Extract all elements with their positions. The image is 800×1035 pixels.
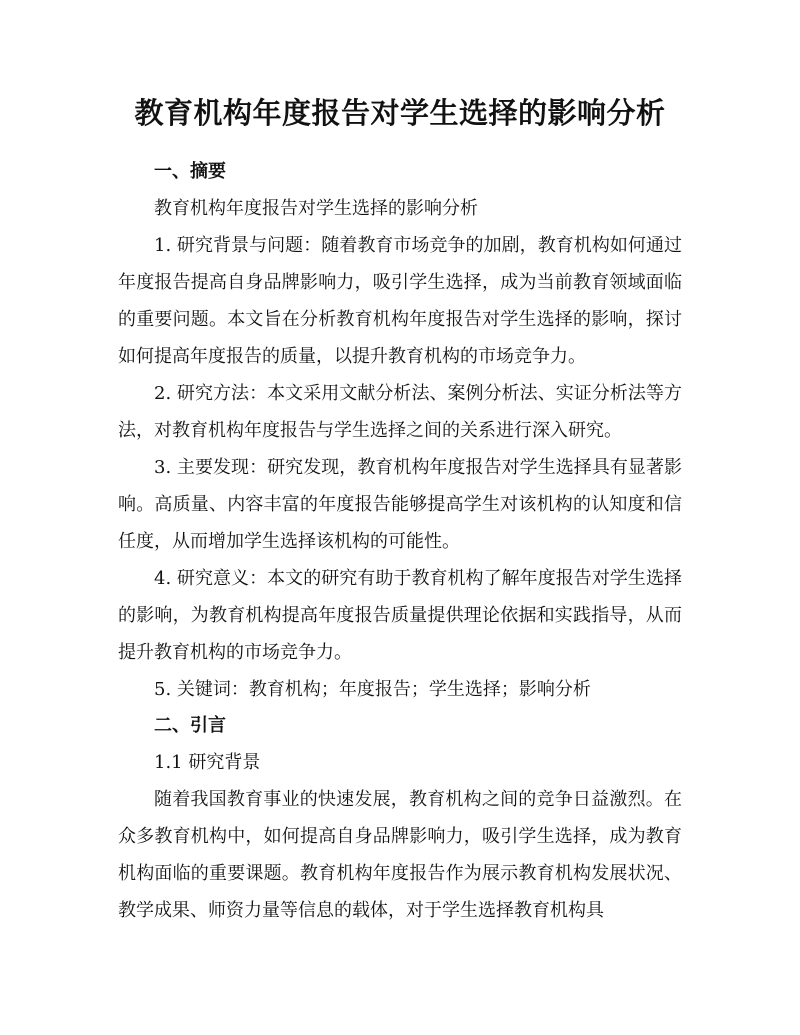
section-heading-introduction: 二、引言: [154, 715, 226, 736]
introduction-paragraph: 随着我国教育事业的快速发展，教育机构之间的竞争日益激烈。在众多教育机构中，如何提高自身品牌影响力，吸引学生选择，成为教育机构面临的重要课题。教育机构年度报告作为展示教育机构发展状况、教学成果、师资力量等信息的载体，对于学生选择教育机构具: [118, 789, 682, 921]
abstract-item-2: 2. 研究方法：本文采用文献分析法、案例分析法、实证分析法等方法，对教育机构年度报告与学生选择之间的关系进行深入研究。: [118, 383, 682, 441]
section-heading-abstract: 一、摘要: [154, 161, 226, 182]
document-title: 教育机构年度报告对学生选择的影响分析: [134, 96, 666, 130]
abstract-item-5: 5. 关键词：教育机构；年度报告；学生选择；影响分析: [154, 679, 591, 700]
introduction-subheading: 1.1 研究背景: [154, 752, 261, 773]
abstract-item-3: 3. 主要发现：研究发现，教育机构年度报告对学生选择具有显著影响。高质量、内容丰富的年度报告能够提高学生对该机构的认知度和信任度，从而增加学生选择该机构的可能性。: [118, 457, 682, 552]
abstract-item-4: 4. 研究意义：本文的研究有助于教育机构了解年度报告对学生选择的影响，为教育机构提高年度报告质量提供理论依据和实践指导，从而提升教育机构的市场竞争力。: [118, 568, 682, 663]
abstract-item-1: 1. 研究背景与问题：随着教育市场竞争的加剧，教育机构如何通过年度报告提高自身品牌影响力，吸引学生选择，成为当前教育领域面临的重要问题。本文旨在分析教育机构年度报告对学生选择的影响，探讨如何提高年度报告的质量，以提升教育机构的市场竞争力。: [118, 235, 682, 367]
abstract-subtitle: 教育机构年度报告对学生选择的影响分析: [154, 198, 478, 219]
